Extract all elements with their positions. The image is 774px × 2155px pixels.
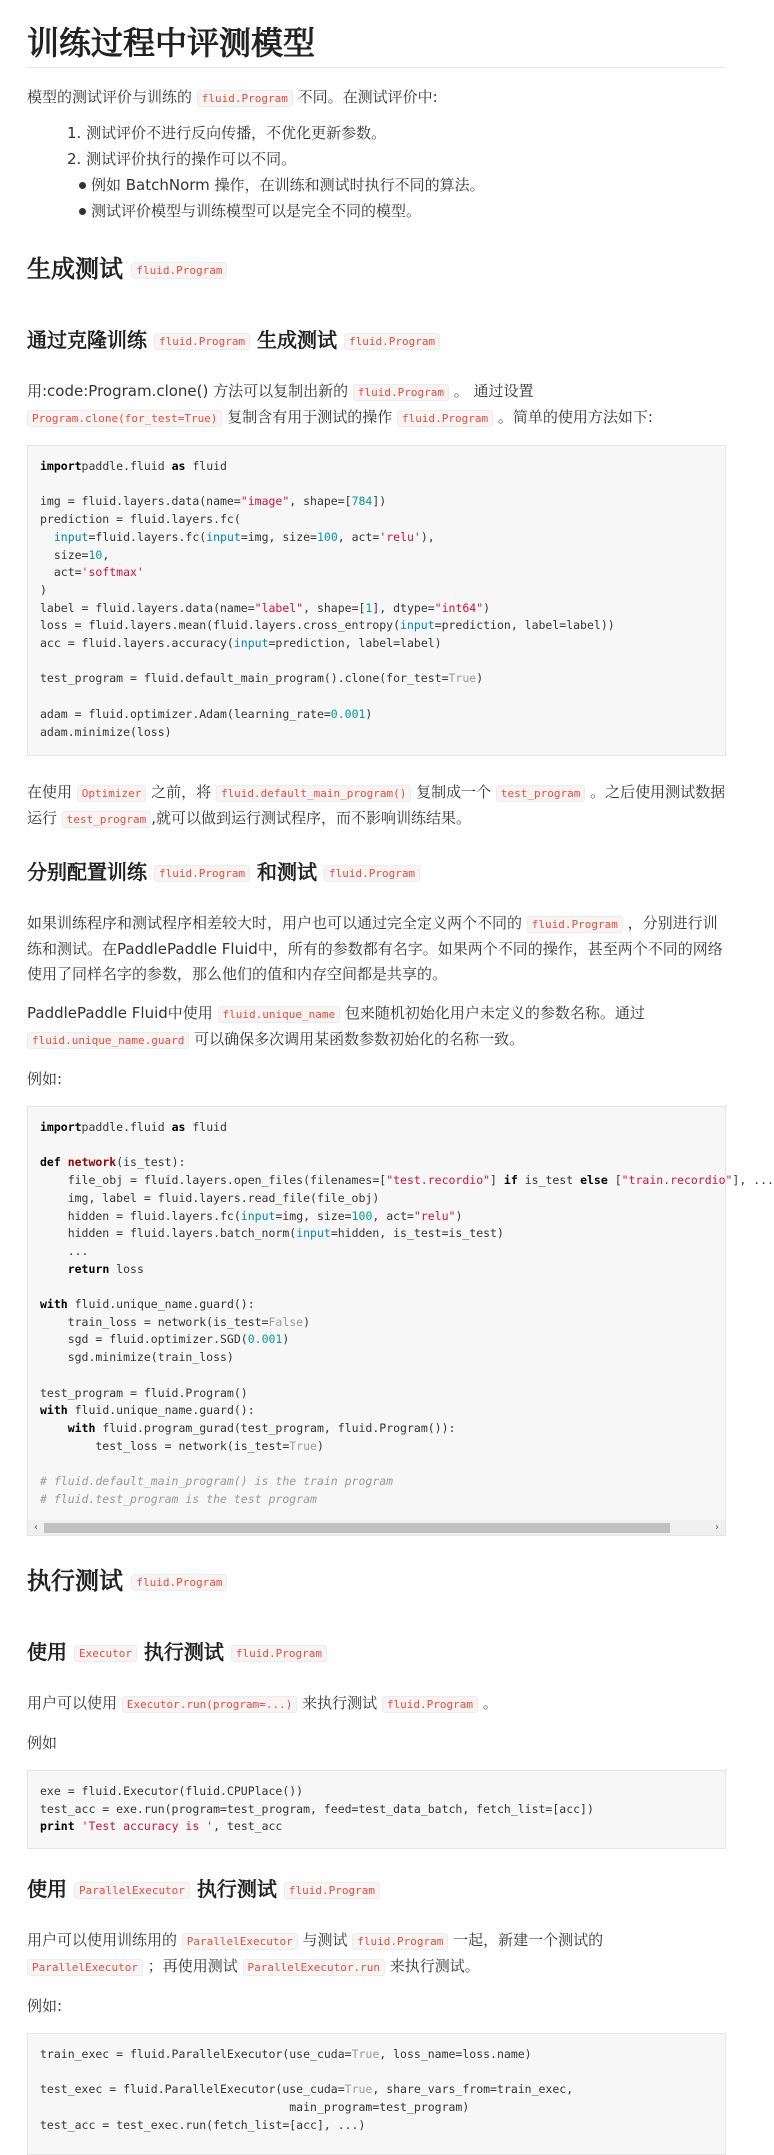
inline-code: fluid.Program	[197, 90, 293, 107]
code-token: test_program = fluid.default_main_program().clone(for_test=	[40, 671, 449, 686]
heading-text: 生成测试	[27, 255, 123, 283]
code-token: , act=	[372, 1208, 414, 1223]
code-token	[40, 1421, 68, 1435]
code-token: ])	[372, 494, 387, 509]
paragraph	[27, 1001, 726, 1053]
intro-text: 不同。在测试评价中:	[292, 88, 438, 106]
scroll-right-icon[interactable]: ›	[715, 1522, 719, 1533]
code-token: =prediction, label=label)	[268, 636, 442, 651]
code-token: 0.001	[247, 1332, 283, 1347]
code-token: is_test	[517, 1173, 581, 1188]
code-line	[40, 1262, 144, 1276]
code-line	[40, 548, 109, 562]
code-block	[27, 2033, 726, 2155]
inline-code: fluid.Program	[352, 1933, 448, 1950]
inline-code: fluid.Program	[154, 865, 250, 882]
code-line	[40, 636, 442, 650]
code-line	[40, 565, 144, 579]
heading-text: 和测试	[257, 860, 318, 884]
scrollbar-thumb[interactable]	[44, 1523, 670, 1533]
text: 在使用	[27, 783, 77, 801]
subsection-heading	[27, 1636, 726, 1665]
code-token: input	[206, 529, 241, 544]
inline-code: Program.clone(for_test=True)	[27, 410, 222, 427]
heading-text: 生成测试	[257, 328, 338, 352]
code-line	[40, 618, 615, 632]
subsection-heading	[27, 324, 726, 353]
inline-code: fluid.Program	[344, 333, 440, 350]
code-token: # fluid.test_program is the test program	[40, 1491, 317, 1506]
list-item: 2. 测试评价执行的操作可以不同。	[67, 150, 297, 168]
code-token	[40, 1262, 68, 1276]
code-block	[27, 445, 726, 756]
code-token: main_program=test_program)	[40, 2100, 470, 2115]
code-token: network	[67, 1155, 117, 1170]
paragraph	[27, 1691, 726, 1717]
bullet-item: 例如 BatchNorm 操作，在训练和测试时执行不同的算法。	[27, 172, 726, 198]
code-token: fluid.unique_name.guard():	[67, 1297, 255, 1312]
code-token: test_acc = test_exec.run(fetch_list=[acc], ...)	[40, 2117, 366, 2132]
code-line	[40, 1191, 379, 1205]
code-token: 'relu'	[379, 529, 421, 544]
code-token: ], ...	[732, 1173, 774, 1188]
code-token: )	[316, 1438, 324, 1453]
code-token	[40, 530, 54, 544]
inline-code: ParallelExecutor	[182, 1933, 298, 1950]
text: ，分别进行训练和测试。在PaddlePaddle Fluid中，所有的参数都有名字。如果两个不同的操作，甚至两个不同的网络使用了同样名字的参数，那么他们的值和内存空间都是共享的。	[27, 914, 723, 983]
code-token: size=	[40, 547, 89, 562]
section-heading	[27, 1561, 726, 1596]
code-line	[40, 725, 172, 739]
text: 用户可以使用训练用的	[27, 1931, 182, 1949]
code-token: (is_test):	[116, 1155, 186, 1170]
code-token: )	[476, 671, 484, 686]
code-token: 1	[365, 600, 373, 615]
inline-code: fluid.default_main_program()	[216, 785, 411, 802]
text: 。简单的使用方法如下:	[493, 408, 653, 426]
code-token: "relu"	[413, 1208, 456, 1223]
heading-text: 执行测试	[27, 1567, 123, 1595]
inline-code: fluid.Program	[353, 384, 449, 401]
text: 一起，新建一个测试的	[448, 1931, 604, 1949]
heading-text: 执行测试	[196, 1877, 277, 1901]
list-item: 1. 测试评价不进行反向传播，不优化更新参数。	[67, 124, 387, 142]
code-token: def	[40, 1155, 61, 1170]
code-line	[40, 1819, 282, 1833]
code-token: else	[580, 1173, 608, 1188]
code-line	[40, 671, 483, 685]
text: 用:code:Program.clone() 方法可以复制出新的	[27, 382, 353, 400]
text: 包来随机初始化用户未定义的参数名称。通过	[340, 1004, 645, 1022]
text: 。之后使用测试数据运行	[27, 783, 726, 827]
code-token: hidden = fluid.layers.batch_norm(	[40, 1226, 297, 1241]
paragraph	[27, 911, 726, 987]
inline-code: fluid.unique_name	[218, 1006, 341, 1023]
heading-text: 执行测试	[143, 1640, 224, 1664]
code-token: label = fluid.layers.data(name=	[40, 600, 255, 615]
code-token: , loss_name=loss.name)	[379, 2047, 532, 2061]
inline-code: fluid.Program	[382, 1696, 478, 1713]
code-line	[40, 2118, 365, 2132]
bullet-item: 测试评价模型与训练模型可以是完全不同的模型。	[27, 198, 726, 224]
code-token: with	[40, 1297, 68, 1312]
code-token: input	[400, 618, 435, 633]
code-token: input	[53, 529, 89, 544]
code-token: 0.001	[330, 706, 366, 721]
code-token: act=	[40, 565, 82, 580]
code-token: True	[351, 2047, 380, 2061]
text: 如果训练程序和测试程序相差较大时，用户也可以通过完全定义两个不同的	[27, 914, 527, 932]
code-token: , act=	[337, 529, 380, 544]
inline-code: Executor	[74, 1645, 137, 1662]
code-token: train_loss = network(is_test=	[40, 1314, 269, 1329]
inline-code: fluid.Program	[131, 1574, 227, 1591]
code-line	[40, 1474, 393, 1488]
code-token: return	[67, 1261, 110, 1276]
text: 来执行测试	[297, 1694, 382, 1712]
subsection-heading	[27, 856, 726, 885]
intro-text: 模型的测试评价与训练的	[27, 88, 197, 106]
code-line	[40, 2100, 469, 2114]
code-line	[40, 1332, 289, 1346]
text: 可以确保多次调用某函数参数初始化的名称一致。	[189, 1030, 525, 1048]
paragraph	[27, 1928, 726, 1980]
code-token: )	[455, 1208, 463, 1223]
text: 来执行测试。	[384, 1957, 480, 1975]
code-token: paddle.fluid	[81, 1120, 172, 1134]
code-token: test_exec = fluid.ParallelExecutor(use_cuda=	[40, 2082, 345, 2097]
code-line	[40, 1403, 255, 1417]
intro-paragraph	[27, 85, 726, 111]
code-token: =img, size=	[275, 1208, 352, 1223]
inline-code: fluid.unique_name.guard	[27, 1032, 189, 1049]
code-token: =hidden, is_test=is_test)	[330, 1226, 504, 1241]
code-token: acc = fluid.layers.accuracy(	[40, 636, 234, 651]
code-token: as	[171, 1120, 186, 1134]
code-line	[40, 1421, 455, 1435]
inline-code: ParallelExecutor	[74, 1882, 190, 1899]
code-line	[40, 1386, 248, 1400]
code-block	[27, 1106, 774, 1520]
code-token: =fluid.layers.fc(	[88, 529, 207, 544]
code-token: # fluid.default_main_program() is the train program	[40, 1474, 394, 1489]
code-token: if	[503, 1173, 518, 1188]
code-token: 'softmax'	[81, 565, 144, 580]
code-token: prediction = fluid.layers.fc(	[40, 512, 241, 527]
code-line	[40, 1315, 310, 1329]
code-token: adam.minimize(loss)	[40, 724, 172, 739]
code-token: 10	[88, 547, 103, 562]
scroll-left-icon[interactable]: ‹	[34, 1522, 38, 1533]
code-line	[40, 1439, 324, 1453]
code-token: sgd.minimize(train_loss)	[40, 1350, 234, 1365]
code-line	[40, 2047, 532, 2061]
code-token: test_loss = network(is_test=	[40, 1438, 290, 1453]
code-token: "image"	[240, 494, 290, 509]
code-token	[61, 1155, 68, 1169]
code-line	[40, 707, 372, 721]
code-line	[40, 1784, 303, 1798]
code-token: print	[40, 1819, 75, 1834]
subsection-heading	[27, 1873, 726, 1902]
code-token: sgd = fluid.optimizer.SGD(	[40, 1332, 248, 1347]
code-token: [	[607, 1173, 622, 1188]
code-token: "train.recordio"	[621, 1173, 733, 1188]
heading-text: 分别配置训练	[27, 860, 147, 884]
code-token: fluid.program_gurad(test_program, fluid.Program()):	[95, 1420, 456, 1435]
code-line	[40, 1155, 185, 1169]
inline-code: Optimizer	[77, 785, 147, 802]
code-token: "int64"	[434, 600, 484, 615]
code-token: 784	[351, 494, 373, 509]
code-token: , share_vars_from=train_exec,	[372, 2082, 574, 2097]
code-token: input	[296, 1226, 331, 1241]
code-line	[40, 1226, 504, 1240]
code-token: )	[303, 1314, 311, 1329]
code-line	[40, 530, 435, 544]
code-token: fluid	[185, 459, 227, 473]
code-line	[40, 601, 490, 615]
inline-code: test_program	[496, 785, 585, 802]
code-token: paddle.fluid	[81, 459, 172, 473]
code-token: input	[233, 636, 269, 651]
inline-code: test_program	[62, 811, 151, 828]
code-line	[40, 1173, 774, 1187]
inline-code: ParallelExecutor	[27, 1959, 143, 1976]
paragraph	[27, 780, 726, 832]
code-line	[40, 1350, 234, 1364]
code-line	[40, 459, 227, 473]
code-token: img, label = fluid.layers.read_file(file_obj)	[40, 1190, 380, 1205]
code-token: 100	[351, 1208, 373, 1223]
code-token: =img, size=	[240, 529, 317, 544]
inline-code: fluid.Program	[131, 262, 227, 279]
heading-text: 使用	[27, 1877, 67, 1901]
code-token: ], dtype=	[372, 600, 435, 615]
section-heading	[27, 249, 726, 284]
text: 与测试	[297, 1931, 353, 1949]
text: 复制成一个	[411, 783, 496, 801]
code-token: hidden = fluid.layers.fc(	[40, 1208, 241, 1223]
code-token: input	[240, 1208, 276, 1223]
text: ；再使用测试	[142, 1957, 243, 1975]
text: ,就可以做到运行测试程序，而不影响训练结果。	[151, 809, 472, 827]
code-token: 'Test accuracy is '	[81, 1819, 214, 1834]
code-token: test_acc = exe.run(program=test_program, feed=test_data_batch, fetch_list=[acc])	[40, 1801, 594, 1816]
code-token: loss	[109, 1261, 144, 1276]
evaluation-list	[27, 120, 726, 224]
heading-text: 通过克隆训练	[27, 328, 147, 352]
code-token: )	[282, 1332, 290, 1347]
code-token: , shape=[	[303, 600, 366, 615]
code-token: , shape=[	[289, 494, 352, 509]
code-token: test_program = fluid.Program()	[40, 1385, 248, 1400]
text: 。	[478, 1694, 498, 1712]
code-block	[27, 1770, 726, 1849]
code-line	[40, 1492, 317, 1506]
code-line	[40, 1120, 227, 1134]
paragraph	[27, 379, 726, 431]
code-line	[40, 2082, 573, 2096]
code-line	[40, 512, 241, 526]
inline-code: ParallelExecutor.run	[243, 1959, 385, 1976]
code-token: ]	[490, 1173, 504, 1188]
code-token	[75, 1819, 82, 1833]
horizontal-scrollbar[interactable]	[27, 1520, 726, 1536]
code-token: import	[40, 459, 82, 473]
paragraph: 例如:	[27, 1070, 63, 1088]
code-token: exe = fluid.Executor(fluid.CPUPlace())	[40, 1784, 304, 1798]
code-token: fluid.unique_name.guard():	[67, 1403, 255, 1418]
code-token: with	[67, 1420, 96, 1435]
text: 复制含有用于测试的操作	[222, 408, 397, 426]
text: 之前，将	[146, 783, 216, 801]
text: 。 通过设置	[449, 382, 534, 400]
code-token: ...	[40, 1243, 89, 1258]
code-line	[40, 494, 386, 508]
code-token: img = fluid.layers.data(name=	[40, 494, 241, 509]
code-token: file_obj = fluid.layers.open_files(filenames=[	[40, 1173, 387, 1188]
code-token: loss = fluid.layers.mean(fluid.layers.cross_entropy(	[40, 618, 401, 633]
inline-code: fluid.Program	[154, 333, 250, 350]
inline-code: fluid.Program	[527, 916, 623, 933]
code-token: as	[171, 459, 186, 473]
code-token: ),	[420, 529, 435, 544]
inline-code: Executor.run(program=...)	[122, 1696, 298, 1713]
page-title: 训练过程中评测模型	[27, 0, 726, 68]
inline-code: fluid.Program	[397, 410, 493, 427]
heading-text: 使用	[27, 1640, 67, 1664]
text: PaddlePaddle Fluid中使用	[27, 1004, 218, 1022]
code-token: import	[40, 1120, 82, 1134]
code-line	[40, 1297, 255, 1311]
code-line	[40, 1802, 594, 1816]
code-token: 100	[316, 529, 338, 544]
code-token: adam = fluid.optimizer.Adam(learning_rate=	[40, 706, 331, 721]
code-line	[40, 1244, 88, 1258]
inline-code: fluid.Program	[231, 1645, 327, 1662]
text: 用户可以使用	[27, 1694, 122, 1712]
code-line	[40, 1209, 462, 1223]
code-token: train_exec = fluid.ParallelExecutor(use_cuda=	[40, 2047, 352, 2061]
code-token: False	[268, 1314, 304, 1329]
code-token: , test_acc	[213, 1819, 283, 1834]
code-token: True	[344, 2082, 373, 2097]
paragraph: 例如:	[27, 1997, 63, 2015]
code-token: )	[40, 582, 47, 597]
code-token: True	[448, 671, 477, 686]
code-token: =prediction, label=label))	[434, 618, 615, 633]
code-token: with	[40, 1403, 68, 1418]
paragraph: 例如	[27, 1734, 58, 1752]
inline-code: fluid.Program	[284, 1882, 380, 1899]
code-token: "test.recordio"	[386, 1173, 491, 1188]
code-token: fluid	[185, 1120, 227, 1134]
inline-code: fluid.Program	[324, 865, 420, 882]
code-token: True	[289, 1438, 317, 1453]
code-token: )	[483, 600, 491, 615]
code-line	[40, 583, 47, 597]
code-token: )	[365, 706, 373, 721]
code-token: ,	[102, 547, 110, 562]
code-token: "label"	[254, 600, 304, 615]
